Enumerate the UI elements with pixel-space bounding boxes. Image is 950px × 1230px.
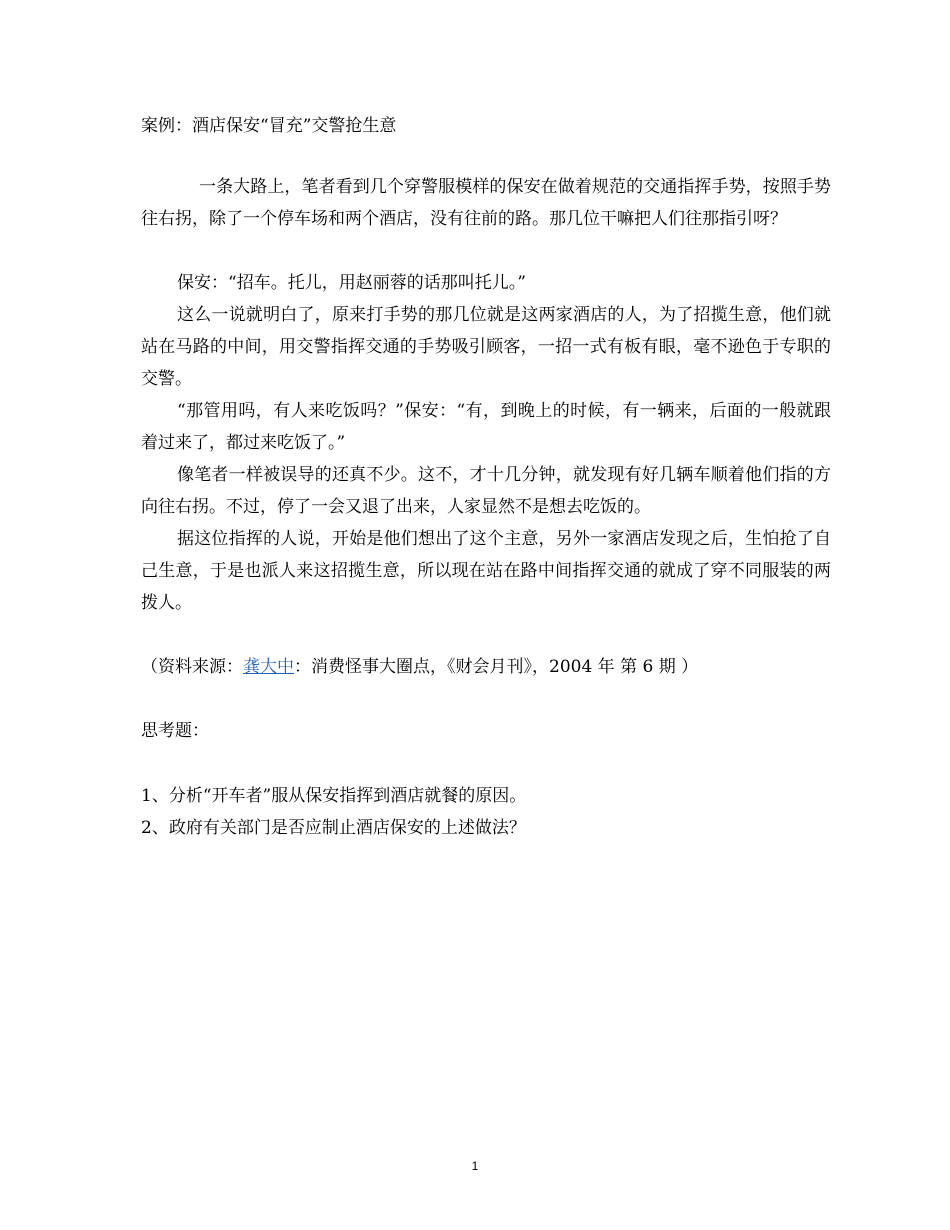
source-prefix: （资料来源： (141, 657, 243, 677)
paragraph-4: “那管用吗，有人来吃饭吗？”保安：“有，到晚上的时候，有一辆来，后面的一般就跟着过来了，都过来吃饭了。” (141, 401, 831, 453)
questions-heading: 思考题： (141, 721, 209, 741)
paragraph-5: 像笔者一样被误导的还真不少。这不，才十几分钟，就发现有好几辆车顺着他们指的方向往右拐。不过，停了一会又退了出来，人家显然不是想去吃饭的。 (141, 465, 831, 517)
paragraph-1: 一条大路上，笔者看到几个穿警服模样的保安在做着规范的交通指挥手势，按照手势往右拐，除了一个停车场和两个酒店，没有往前的路。那几位干嘛把人们往那指引呀？ (141, 177, 831, 229)
page-title: 案例：酒店保安“冒充”交警抢生意 (141, 116, 397, 136)
source-citation (141, 656, 831, 678)
paragraph-6: 据这位指挥的人说，开始是他们想出了这个主意，另外一家酒店发现之后，生怕抢了自己生意，于是也派人来这招揽生意，所以现在站在路中间指挥交通的就成了穿不同服装的两拨人。 (141, 529, 831, 613)
question-2: 2、政府有关部门是否应制止酒店保安的上述做法？ (141, 818, 526, 838)
question-1: 1、分析“开车者”服从保安指挥到酒店就餐的原因。 (141, 786, 527, 806)
paragraph-2: 保安：“招车。托儿，用赵丽蓉的话那叫托儿。” (177, 273, 526, 293)
author-link[interactable]: 龚大中 (243, 657, 294, 677)
page-number: 1 (471, 1159, 479, 1173)
paragraph-3: 这么一说就明白了，原来打手势的那几位就是这两家酒店的人，为了招揽生意，他们就站在马路的中间，用交警指挥交通的手势吸引顾客，一招一式有板有眼，毫不逊色于专职的交警。 (141, 305, 831, 389)
source-suffix: ：消费怪事大圈点，《财会月刊》，2004 年 第 6 期 ） (294, 657, 699, 677)
